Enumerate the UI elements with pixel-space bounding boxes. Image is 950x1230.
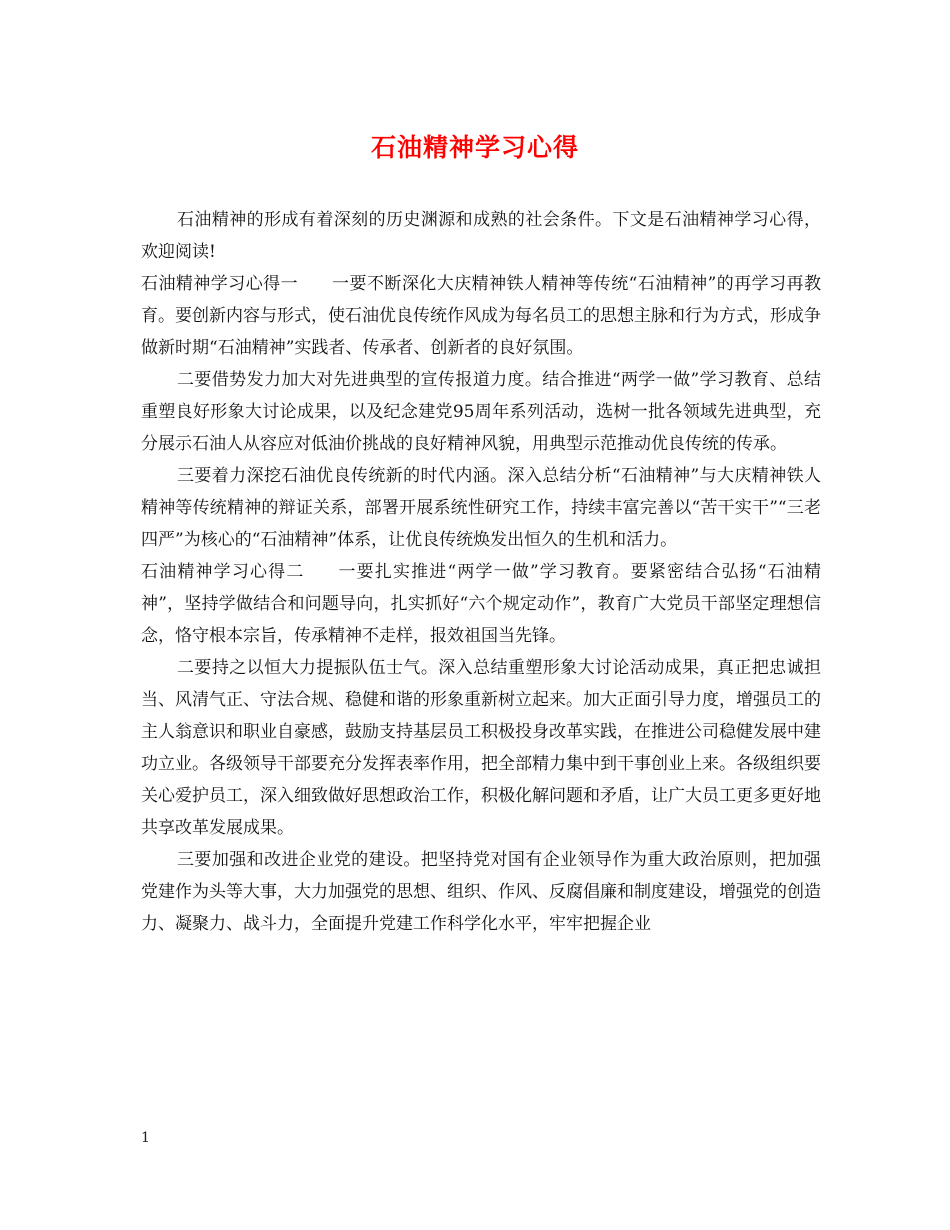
document-body	[141, 204, 821, 940]
document-title: 石油精神学习心得	[370, 133, 579, 162]
paragraph-text: 二要借势发力加大对先进典型的宣传报道力度。结合推进“两学一做”学习教育、总结重塑良好形象大讨论成果，以及纪念建党95周年系列活动，选树一批各领域先进典型，充分展示石油人从容应对低油价挑战的良好精神风貌，用典型示范推动优良传统的传承。	[141, 370, 821, 454]
paragraph	[141, 460, 821, 556]
paragraph	[141, 268, 821, 364]
paragraph	[141, 844, 821, 940]
paragraph-text: 一要不断深化大庆精神铁人精神等传统“石油精神”的再学习再教育。要创新内容与形式，使石油优良传统作风成为每名员工的思想主脉和行为方式，形成争做新时期“石油精神”实践者、传承者、创新者的良好氛围。	[141, 274, 821, 358]
paragraph	[141, 556, 821, 652]
paragraph-text: 三要着力深挖石油优良传统新的时代内涵。深入总结分析“石油精神”与大庆精神铁人精神等传统精神的辩证关系，部署开展系统性研究工作，持续丰富完善以“苦干实干”“三老四严”为核心的“石油精神”体系，让优良传统焕发出恒久的生机和活力。	[141, 466, 821, 550]
page-number: 1	[141, 1130, 150, 1146]
paragraph	[141, 364, 821, 460]
paragraph	[141, 204, 821, 268]
section-label: 石油精神学习心得一	[141, 274, 299, 294]
paragraph-text: 三要加强和改进企业党的建设。把坚持党对国有企业领导作为重大政治原则，把加强党建作为头等大事，大力加强党的思想、组织、作风、反腐倡廉和制度建设，增强党的创造力、凝聚力、战斗力，全面提升党建工作科学化水平，牢牢把握企业	[141, 850, 821, 934]
paragraph-text: 石油精神的形成有着深刻的历史渊源和成熟的社会条件。下文是石油精神学习心得，欢迎阅读!	[141, 210, 821, 262]
paragraph	[141, 652, 821, 844]
paragraph-text: 一要扎实推进“两学一做”学习教育。要紧密结合弘扬“石油精神”，坚持学做结合和问题导向，扎实抓好“六个规定动作”，教育广大党员干部坚定理想信念，恪守根本宗旨，传承精神不走样，报效祖国当先锋。	[141, 562, 821, 646]
paragraph-text: 二要持之以恒大力提振队伍士气。深入总结重塑形象大讨论活动成果，真正把忠诚担当、风清气正、守法合规、稳健和谐的形象重新树立起来。加大正面引导力度，增强员工的主人翁意识和职业自豪感，鼓励支持基层员工积极投身改革实践，在推进公司稳健发展中建功立业。各级领导干部要充分发挥表率作用，把全部精力集中到干事创业上来。各级组织要关心爱护员工，深入细致做好思想政治工作，积极化解问题和矛盾，让广大员工更多更好地共享改革发展成果。	[141, 658, 821, 838]
section-label: 石油精神学习心得二	[141, 562, 305, 582]
